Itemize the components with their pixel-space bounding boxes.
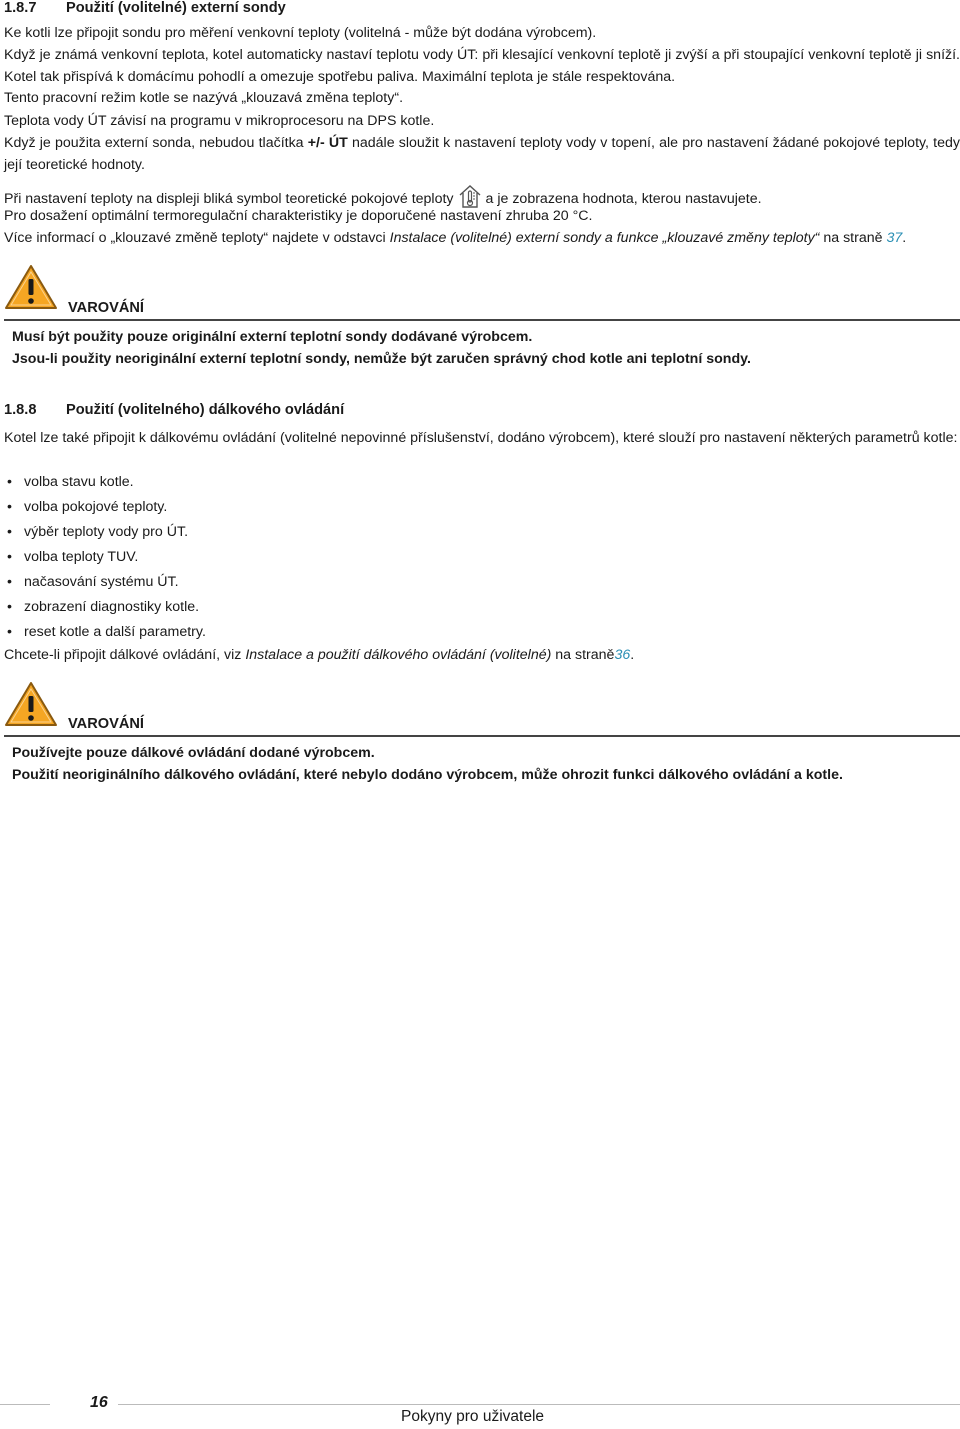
text-span: Při nastavení teploty na displeji bliká symbol teoretické pokojové teploty bbox=[4, 191, 454, 207]
warning-divider bbox=[4, 735, 960, 737]
bullet: • bbox=[7, 624, 12, 640]
list-item bbox=[4, 622, 206, 647]
reference-title: Instalace a použití dálkového ovládání (volitelné) bbox=[245, 647, 552, 663]
warning-block-probe bbox=[4, 264, 960, 374]
list-item bbox=[4, 522, 206, 547]
bullet: • bbox=[7, 524, 12, 540]
warning-block-remote bbox=[4, 681, 960, 791]
bullet: • bbox=[7, 574, 12, 590]
warning-text bbox=[12, 327, 960, 370]
remote-features-list bbox=[4, 472, 206, 647]
paragraph-remote-intro: Kotel lze také připojit k dálkovému ovládání (volitelné nepovinné příslušenství, dodáno výrobcem), které slouží pro nastavení některých parametrů kotle: bbox=[4, 430, 958, 446]
list-item bbox=[4, 572, 206, 597]
list-item-text: volba teploty TUV. bbox=[24, 549, 139, 565]
list-item bbox=[4, 497, 206, 522]
list-item bbox=[4, 547, 206, 572]
warning-divider bbox=[4, 319, 960, 321]
text-span: na straně bbox=[819, 230, 887, 246]
text-span: Když je použita externí sonda, nebudou tlačítka bbox=[4, 135, 308, 151]
text-span: nadále sloužit k nastavení teploty vody v topení, ale pro nastavení žádané pokojové teploty, tedy její teoretické hodnoty. bbox=[4, 135, 960, 173]
section-title: Použití (volitelné) externí sondy bbox=[66, 0, 286, 16]
warning-line-1: Používejte pouze dálkové ovládání dodané výrobcem. bbox=[12, 745, 375, 761]
warning-line-1: Musí být použity pouze originální externí teplotní sondy dodávané výrobcem. bbox=[12, 329, 533, 345]
section-number: 1.8.7 bbox=[4, 0, 37, 16]
paragraph-more-info bbox=[4, 228, 960, 250]
list-item-text: výběr teploty vody pro ÚT. bbox=[24, 524, 189, 540]
bullet: • bbox=[7, 499, 12, 515]
paragraph-probe-intro: Ke kotli lze připojit sondu pro měření venkovní teploty (volitelná - může být dodána výrobcem). bbox=[4, 25, 597, 41]
paragraph-remote-reference bbox=[4, 645, 960, 667]
paragraph-buttons bbox=[4, 133, 960, 176]
warning-triangle-icon bbox=[4, 264, 58, 310]
section-number: 1.8.8 bbox=[4, 402, 37, 418]
list-item-text: volba stavu kotle. bbox=[24, 474, 134, 490]
list-item-text: načasování systému ÚT. bbox=[24, 574, 179, 590]
paragraph-microprocessor: Teplota vody ÚT závisí na programu v mikroprocesoru na DPS kotle. bbox=[4, 113, 435, 129]
list-item-text: volba pokojové teploty. bbox=[24, 499, 168, 515]
footer-divider-left bbox=[0, 1404, 50, 1405]
list-item-text: zobrazení diagnostiky kotle. bbox=[24, 599, 200, 615]
text-span: na straně bbox=[551, 647, 615, 663]
warning-text bbox=[12, 743, 960, 786]
warning-triangle-icon bbox=[4, 681, 58, 727]
button-label-plus-minus: +/- ÚT bbox=[307, 135, 348, 151]
text-span: Více informací o „klouzavé změně teploty“ najdete v odstavci bbox=[4, 230, 390, 246]
text-span: . bbox=[630, 647, 635, 663]
text-span: . bbox=[902, 230, 907, 246]
warning-line-2: Použití neoriginálního dálkového ovládání, které nebylo dodáno výrobcem, může ohrozit funkci dálkového ovládání a kotle. bbox=[12, 766, 843, 783]
paragraph-recommended: Pro dosažení optimální termoregulační charakteristiky je doporučené nastavení zhruba 20 °C. bbox=[4, 208, 593, 224]
text-span: a je zobrazena hodnota, kterou nastavujete. bbox=[485, 191, 762, 207]
text-span: Chcete-li připojit dálkové ovládání, viz bbox=[4, 647, 246, 663]
list-item bbox=[4, 472, 206, 497]
list-item-text: reset kotle a další parametry. bbox=[24, 624, 206, 640]
list-item bbox=[4, 597, 206, 622]
page-link-37[interactable]: 37 bbox=[886, 230, 903, 246]
section-heading-remote-control bbox=[4, 402, 344, 418]
section-title: Použití (volitelného) dálkového ovládání bbox=[66, 402, 345, 418]
paragraph-mode-name: Tento pracovní režim kotle se nazývá „klouzavá změna teploty“. bbox=[4, 90, 404, 106]
bullet: • bbox=[7, 474, 12, 490]
reference-title: Instalace (volitelné) externí sondy a funkce „klouzavé změny teploty“ bbox=[389, 230, 820, 246]
paragraph-probe-behavior: Když je známá venkovní teplota, kotel automaticky nastaví teplotu vody ÚT: při klesající venkovní teplotě ji zvýší a při stoupající venkovní teplotě ji sníží. Kotel tak přispívá k domácímu pohodlí a omezuje spotřebu paliva. Maximální teplota je stále respektována. bbox=[4, 47, 960, 85]
page-link-36[interactable]: 36 bbox=[614, 647, 631, 663]
warning-title: VAROVÁNÍ bbox=[68, 300, 144, 316]
bullet: • bbox=[7, 599, 12, 615]
footer-title: Pokyny pro uživatele bbox=[401, 1408, 545, 1425]
section-heading-external-probe bbox=[4, 0, 286, 16]
footer-divider-right bbox=[118, 1404, 960, 1405]
bullet: • bbox=[7, 549, 12, 565]
warning-line-2: Jsou-li použity neoriginální externí teplotní sondy, nemůže být zaručen správný chod kotle ani teplotní sondy. bbox=[12, 350, 751, 367]
warning-title: VAROVÁNÍ bbox=[68, 716, 144, 732]
page-number: 16 bbox=[90, 1394, 108, 1411]
